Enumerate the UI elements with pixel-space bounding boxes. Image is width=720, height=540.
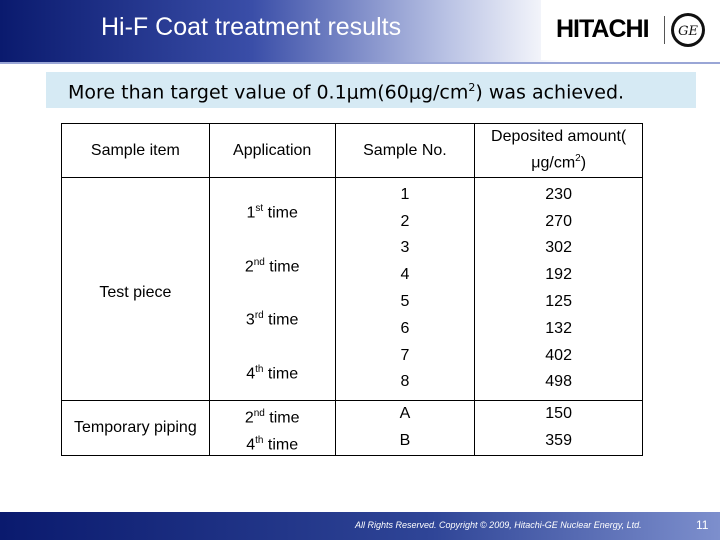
deposited-amount: 150 <box>545 405 572 422</box>
amount-cell-temporary-piping <box>475 401 643 456</box>
header-divider <box>0 62 720 64</box>
application-4th: 4th time <box>246 434 299 454</box>
deposited-amount: 132 <box>545 319 572 337</box>
deposited-amount: 498 <box>545 373 572 391</box>
deposited-amount: 230 <box>545 185 572 203</box>
sample-no: 8 <box>400 373 410 391</box>
deposited-amount: 125 <box>545 293 572 310</box>
ge-logo-text: GE <box>678 24 698 39</box>
application-cell-temporary-piping <box>209 401 335 456</box>
application-2nd: 2nd time <box>244 256 300 275</box>
sample-no: A <box>399 405 411 422</box>
copyright-text: All Rights Reserved. Copyright © 2009, Hitachi-GE Nuclear Energy, Ltd. <box>355 520 642 530</box>
application-cell-test-piece <box>209 178 335 401</box>
table-header-row <box>62 124 643 178</box>
application-3rd: 3rd time <box>245 310 299 329</box>
summary-text: More than target value of $0.1\mu m(60\mu g/cm^2)$ was achieved. <box>68 81 625 104</box>
header-sample-item: Sample item <box>62 124 210 178</box>
header-deposited-amount: Deposited amount( $\mu g/cm^2$) <box>475 124 643 178</box>
sample-no: 2 <box>400 212 410 230</box>
application-1st: 1st time <box>246 203 298 222</box>
application-2nd: 2nd time <box>244 408 300 427</box>
deposited-amount: 270 <box>545 212 572 230</box>
slide-title: Hi-F Coat treatment results <box>101 13 402 41</box>
sample-item-temporary-piping: Temporary piping <box>62 401 210 456</box>
sample-no: 6 <box>400 319 410 337</box>
header-sample-no: Sample No. <box>335 124 475 178</box>
ge-logo-icon <box>670 12 706 48</box>
hitachi-logo: HITACHI <box>556 15 649 43</box>
amount-cell-test-piece <box>475 178 643 401</box>
page-number: 11 <box>696 518 709 532</box>
deposited-amount: 302 <box>545 239 572 257</box>
sample-no: 7 <box>400 346 410 364</box>
deposited-amount: 359 <box>545 431 572 449</box>
sample-no-cell-test-piece <box>335 178 475 401</box>
sample-item-test-piece: Test piece <box>62 178 210 401</box>
deposited-amount: 192 <box>545 266 572 284</box>
header-application: Application <box>209 124 335 178</box>
results-table <box>61 123 643 456</box>
logo-divider <box>664 16 665 44</box>
sample-no: 1 <box>400 185 410 203</box>
sample-no: B <box>399 431 411 449</box>
sample-no-cell-temporary-piping <box>335 401 475 456</box>
deposited-amount: 402 <box>545 346 572 364</box>
sample-no: 4 <box>400 266 410 284</box>
sample-no: 5 <box>400 293 410 310</box>
table-row-test-piece <box>62 178 643 401</box>
application-4th: 4th time <box>246 363 299 382</box>
sample-no: 3 <box>400 239 410 257</box>
table-row-temporary-piping <box>62 401 643 456</box>
